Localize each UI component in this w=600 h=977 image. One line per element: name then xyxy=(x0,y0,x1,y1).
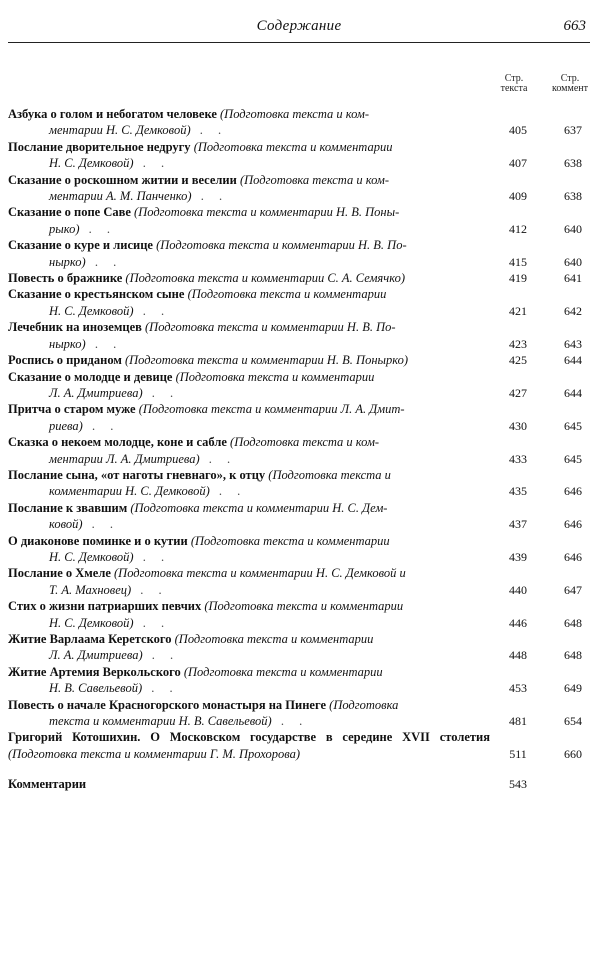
entry-credit: (Подготовка текста и комментарии xyxy=(204,599,404,614)
toc-entry-body xyxy=(8,286,490,302)
entry-title: Комментарии xyxy=(8,777,87,792)
entry-title: Сказка о некоем молодце, коне и сабле xyxy=(8,435,227,450)
toc-entry xyxy=(8,697,598,730)
leader-dots: . . xyxy=(133,156,171,171)
toc-entry-continuation xyxy=(8,516,531,532)
toc-entry-continuation xyxy=(8,647,531,663)
entry-title: Послание дворительное недругу xyxy=(8,139,191,154)
text-page-number: 425 xyxy=(509,353,527,368)
entry-title: Лечебник на иноземцев xyxy=(8,320,142,335)
toc-entry-continuation xyxy=(8,155,531,171)
entry-title: Сказание о роскошном житии и веселии xyxy=(8,172,237,187)
leader-dots: . . xyxy=(133,303,171,318)
toc-entry-body xyxy=(8,565,490,581)
toc-entry xyxy=(8,434,598,467)
leader-dots: . . xyxy=(133,549,171,564)
leader-dots: . . xyxy=(133,615,171,630)
entry-credit: (Подготовка xyxy=(329,697,399,712)
text-page-number: 435 xyxy=(509,484,527,499)
toc-entry-body xyxy=(8,319,490,335)
toc-entry-body xyxy=(8,106,490,122)
comment-page-number: 654 xyxy=(564,714,582,729)
toc-entry-continuation xyxy=(8,615,531,631)
text-page-number: 409 xyxy=(509,189,527,204)
leader-dots: . . xyxy=(82,418,120,433)
comment-page-number: 647 xyxy=(564,582,582,597)
text-page-number: 511 xyxy=(509,746,527,761)
toc-entry-body xyxy=(8,434,490,450)
comment-page-number: 638 xyxy=(564,156,582,171)
text-page-number: 446 xyxy=(509,615,527,630)
leader-dots: . . xyxy=(85,254,123,269)
leader-dots: . . xyxy=(142,648,180,663)
entry-credit: (Подготовка текста и комментарии Н. С. Дем- xyxy=(130,500,388,515)
entry-title: Григорий Котошихин. О Московском государстве в середине XVII столетия xyxy=(8,730,490,745)
entry-title: Азбука о голом и небогатом человеке xyxy=(8,107,217,121)
entry-credit-continued: Л. А. Дмитриева) xyxy=(49,385,143,400)
comment-page-number: 646 xyxy=(564,549,582,564)
toc-entry-body xyxy=(8,776,490,792)
entry-credit-continued: нырко) xyxy=(49,254,86,269)
toc-entry xyxy=(8,533,598,566)
leader-dots: . . xyxy=(79,221,116,236)
comment-page-number: 660 xyxy=(564,746,582,761)
entry-credit-continued: текста и комментарии Н. В. Савельевой) xyxy=(49,714,272,729)
toc-entry-body xyxy=(8,401,490,417)
toc-entry-body xyxy=(8,270,490,286)
entry-credit-continued: Т. А. Махновец) xyxy=(49,582,132,597)
entry-credit-continued: ментарии А. М. Панченко) xyxy=(49,189,192,204)
entry-credit: (Подготовка текста и комментарии Л. А. Дмит- xyxy=(138,402,405,417)
toc-entry xyxy=(8,237,598,270)
toc-entry xyxy=(8,401,598,434)
text-page-number: 423 xyxy=(509,336,527,351)
toc-entry-body xyxy=(8,172,490,188)
toc-entry-continuation xyxy=(8,483,531,499)
toc-entry-continuation xyxy=(8,221,531,237)
toc-entry xyxy=(8,631,598,664)
text-page-number: 437 xyxy=(509,517,527,532)
toc-entry-body xyxy=(8,664,490,680)
entry-credit: (Подготовка текста и комментарии xyxy=(193,139,393,154)
toc-entry-continuation xyxy=(8,713,531,729)
toc-entry-continuation xyxy=(8,188,531,204)
entry-credit: (Подготовка текста и комментарии Н. В. Понырко) xyxy=(124,353,409,368)
text-page-number: 430 xyxy=(509,418,527,433)
toc-entry-body xyxy=(8,369,490,385)
entry-credit: (Подготовка текста и комментарии xyxy=(175,369,375,384)
leader-dots: . . xyxy=(209,484,247,499)
page-title: Содержание xyxy=(256,18,342,34)
comment-page-number: 646 xyxy=(564,517,582,532)
entry-credit-continued: комментарии Н. С. Демковой) xyxy=(49,484,210,499)
entry-credit: (Подготовка текста и ком- xyxy=(220,107,370,121)
toc-entry-body xyxy=(8,697,490,713)
text-page-number: 415 xyxy=(509,254,527,269)
table-of-contents xyxy=(8,106,598,793)
toc-entry-body xyxy=(8,467,490,483)
entry-title: Стих о жизни патриарших певчих xyxy=(8,599,202,614)
comment-page-number: 644 xyxy=(564,385,582,400)
text-page-number: 440 xyxy=(509,582,527,597)
toc-entry-body xyxy=(8,352,490,368)
entry-credit-continued: Н. С. Демковой) xyxy=(49,156,134,171)
entry-title: Сказание о молодце и девице xyxy=(8,369,173,384)
entry-credit: (Подготовка текста и комментарии xyxy=(190,533,390,548)
entry-credit: (Подготовка текста и комментарии С. А. Семячко) xyxy=(125,271,405,286)
leader-dots: . . xyxy=(142,385,180,400)
entry-title: Послание сына, «от наготы гневнаго», к отцу xyxy=(8,467,266,482)
entry-credit: (Подготовка текста и комментарии Н. В. По- xyxy=(145,320,396,335)
toc-entry-commentaries xyxy=(8,776,598,792)
text-page-number: 448 xyxy=(509,648,527,663)
toc-entry xyxy=(8,352,598,368)
toc-entry-body xyxy=(8,598,490,614)
toc-entry-body xyxy=(8,139,490,155)
comment-page-number: 643 xyxy=(564,336,582,351)
toc-entry-body xyxy=(8,631,490,647)
entry-credit: (Подготовка текста и комментарии xyxy=(183,664,383,679)
text-page-number: 453 xyxy=(509,681,527,696)
toc-entry xyxy=(8,565,598,598)
toc-entry-continuation xyxy=(8,582,531,598)
leader-dots: . . xyxy=(271,714,309,729)
leader-dots: . . xyxy=(142,681,179,696)
toc-entry-body xyxy=(8,237,490,253)
comment-page-number: 641 xyxy=(564,271,582,286)
text-page-column-header: Стр. текста xyxy=(500,73,528,94)
comment-page-number: 648 xyxy=(564,648,582,663)
toc-entry-continuation xyxy=(8,680,531,696)
toc-entry xyxy=(8,204,598,237)
entry-title: Сказание о куре и лисице xyxy=(8,238,153,253)
leader-dots: . . xyxy=(190,123,228,138)
comment-page-number: 637 xyxy=(564,123,582,138)
toc-entry xyxy=(8,598,598,631)
toc-entry-continuation xyxy=(8,549,531,565)
toc-entry-continuation xyxy=(8,336,531,352)
column-headers xyxy=(0,74,600,104)
toc-entry-body xyxy=(8,533,490,549)
entry-title: Притча о старом муже xyxy=(8,402,136,417)
comment-page-number: 640 xyxy=(564,221,582,236)
entry-credit: (Подготовка текста и комментарии Н. С. Демковой и xyxy=(114,566,406,581)
toc-entry xyxy=(8,467,598,500)
toc-entry-body xyxy=(8,729,490,762)
toc-entry-continuation xyxy=(8,254,531,270)
text-page-number: 407 xyxy=(509,156,527,171)
comment-page-number: 648 xyxy=(564,615,582,630)
leader-dots: . . xyxy=(85,336,123,351)
text-page-number: 433 xyxy=(509,451,527,466)
toc-entry xyxy=(8,664,598,697)
entry-credit-continued: ковой) xyxy=(49,517,83,532)
entry-credit-continued: Н. С. Демковой) xyxy=(49,303,134,318)
entry-title: Роспись о приданом xyxy=(8,353,122,368)
toc-entry-continuation xyxy=(8,303,531,319)
comment-page-number: 642 xyxy=(564,303,582,318)
text-page-number: 419 xyxy=(509,271,527,286)
toc-entry xyxy=(8,319,598,352)
comment-page-number: 640 xyxy=(564,254,582,269)
leader-dots: . . xyxy=(82,517,120,532)
entry-credit: (Подготовка текста и комментарии xyxy=(174,632,374,646)
entry-credit-continued: Н. С. Демковой) xyxy=(49,615,134,630)
entry-credit-continued: Н. В. Савельевой) xyxy=(49,681,143,696)
entry-credit: (Подготовка текста и комментарии Г. М. Прохорова) xyxy=(8,746,301,761)
text-page-number: 421 xyxy=(509,303,527,318)
entry-credit-continued: ментарии Н. С. Демковой) xyxy=(49,123,191,138)
toc-entry xyxy=(8,369,598,402)
entry-credit: (Подготовка текста и ком- xyxy=(239,172,390,187)
text-page-number: 427 xyxy=(509,385,527,400)
toc-entry-body xyxy=(8,204,490,220)
text-page-number: 543 xyxy=(509,777,527,792)
toc-entry-continuation xyxy=(8,418,531,434)
page-number: 663 xyxy=(563,18,586,34)
comment-page-number: 646 xyxy=(564,484,582,499)
entry-title: Послание к звавшим xyxy=(8,500,128,515)
entry-credit-continued: Л. А. Дмитриева) xyxy=(49,648,143,663)
entry-title: Повесть о бражнике xyxy=(8,271,123,286)
entry-credit-continued: рыко) xyxy=(49,221,80,236)
toc-entry xyxy=(8,172,598,205)
entry-title: Житие Артемия Веркольского xyxy=(8,664,181,679)
toc-entry xyxy=(8,106,598,139)
comment-page-number: 645 xyxy=(564,418,582,433)
entry-title: Сказание о крестьянском сыне xyxy=(8,287,185,302)
text-page-number: 412 xyxy=(509,221,527,236)
entry-credit-continued: риева) xyxy=(49,418,83,433)
toc-entry-continuation xyxy=(8,451,531,467)
leader-dots: . . xyxy=(199,451,237,466)
text-page-number: 439 xyxy=(509,549,527,564)
toc-entry-continuation xyxy=(8,385,531,401)
entry-title: О диаконове поминке и о кутии xyxy=(8,533,188,548)
toc-entry xyxy=(8,500,598,533)
text-page-number: 405 xyxy=(509,123,527,138)
entry-credit: (Подготовка текста и комментарии xyxy=(187,287,387,302)
entry-title: Повесть о начале Красногорского монастыря на Пинеге xyxy=(8,697,327,712)
comment-page-number: 638 xyxy=(564,189,582,204)
toc-entry xyxy=(8,139,598,172)
toc-entry-continuation xyxy=(8,122,531,138)
comment-page-number: 649 xyxy=(564,681,582,696)
toc-entry xyxy=(8,270,598,286)
leader-dots: . . xyxy=(131,582,168,597)
entry-credit-continued: Н. С. Демковой) xyxy=(49,549,134,564)
entry-credit: (Подготовка текста и комментарии Н. В. По- xyxy=(156,238,407,253)
entry-credit-continued: нырко) xyxy=(49,336,86,351)
entry-credit-continued: ментарии Л. А. Дмитриева) xyxy=(49,451,200,466)
comment-page-number: 644 xyxy=(564,353,582,368)
entry-title: Послание о Хмеле xyxy=(8,566,111,581)
spacer xyxy=(8,762,598,776)
text-page-number: 481 xyxy=(509,714,527,729)
entry-credit: (Подготовка текста и ком- xyxy=(230,435,380,450)
entry-title: Житие Варлаама Керетского xyxy=(8,632,172,646)
comment-page-column-header: Стр. коммент xyxy=(552,73,588,94)
leader-dots: . . xyxy=(191,189,229,204)
comment-page-number: 645 xyxy=(564,451,582,466)
entry-credit: (Подготовка текста и xyxy=(268,467,391,482)
toc-entry xyxy=(8,729,598,762)
toc-entry-body xyxy=(8,500,490,516)
entry-credit: (Подготовка текста и комментарии Н. В. Поны- xyxy=(134,205,400,220)
toc-entry xyxy=(8,286,598,319)
running-head xyxy=(8,16,590,43)
entry-title: Сказание о попе Саве xyxy=(8,205,131,220)
